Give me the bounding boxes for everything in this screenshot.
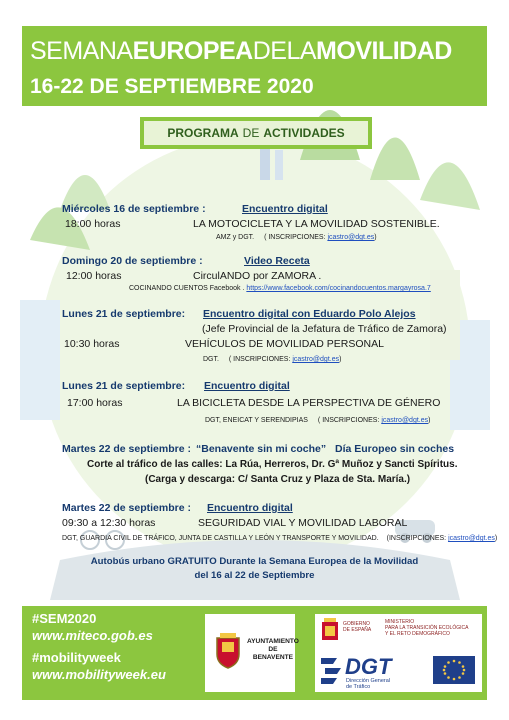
event-6-topic: SEGURIDAD VIAL Y MOVILIDAD LABORAL	[198, 517, 408, 529]
hashtag-sem2020: #SEM2020	[32, 611, 97, 626]
event-6-day: Martes 22 de septiembre :	[62, 502, 191, 514]
event-5-activity: “Benavente sin mi coche”	[196, 443, 327, 455]
dgt-arrows-icon	[319, 654, 343, 684]
event-4-day: Lunes 21 de septiembre:	[62, 380, 186, 392]
event-title: SEMANAEUROPEADELAMOVILIDAD	[30, 37, 452, 65]
free-bus-notice: Autobús urbano GRATUITO Durante la Semana Europea de la Movilidad	[90, 556, 419, 567]
event-3-activity: Encuentro digital con Eduardo Polo Alejos	[203, 308, 416, 320]
event-4-time: 17:00 horas	[67, 397, 123, 409]
eu-flag-icon	[433, 656, 475, 684]
event-6-org: DGT, GUARDIA CIVIL DE TRÁFICO, JUNTA DE CASTILLA Y LEÓN Y TRANSPORTE Y MOVILIDAD. (INSCRIPCIONES: jcastro@dgt.es)	[62, 535, 498, 542]
event-3-subtitle: (Jefe Provincial de la Jefatura de Tráfico de Zamora)	[202, 323, 447, 335]
event-6-activity: Encuentro digital	[207, 502, 293, 514]
event-1-activity: Encuentro digital	[242, 203, 328, 215]
event-5-day: Martes 22 de septiembre :	[62, 443, 191, 455]
event-3-day: Lunes 21 de septiembre:	[62, 308, 186, 320]
spain-crest-icon	[319, 618, 341, 644]
event-4-activity: Encuentro digital	[204, 380, 290, 392]
event-5-street-closures: Corte al tráfico de las calles: La Rúa, Herreros, Dr. Gª Muñoz y Sancti Spíritus.	[87, 459, 458, 470]
event-3-topic: VEHÍCULOS DE MOVILIDAD PERSONAL	[185, 338, 384, 350]
event-2-activity: Video Receta	[244, 255, 310, 267]
ministerio-text: MINISTERIO PARA LA TRANSICIÓN ECOLÓGICA Y EL RETO DEMOGRÁFICO	[385, 619, 469, 637]
miteco-url[interactable]: www.miteco.gob.es	[32, 628, 153, 643]
event-6-time: 09:30 a 12:30 horas	[62, 517, 156, 529]
event-3-time: 10:30 horas	[64, 338, 120, 350]
program-title: PROGRAMA DE ACTIVIDADES	[144, 121, 368, 145]
event-5-loading-zones: (Carga y descarga: C/ Santa Cruz y Plaza de Sta. María.)	[145, 474, 411, 485]
event-1-org: AMZ y DGT. ( INSCRIPCIONES: jcastro@dgt.es)	[216, 234, 377, 241]
event-1-topic: LA MOTOCICLETA Y LA MOVILIDAD SOSTENIBLE.	[193, 218, 440, 230]
event-1-day: Miércoles 16 de septiembre :	[62, 203, 206, 215]
coat-of-arms-icon	[213, 632, 243, 670]
event-4-email-link[interactable]: jcastro@dgt.es	[381, 417, 429, 424]
event-1-time: 18:00 horas	[65, 218, 121, 230]
dgt-logo-text: DGT	[345, 654, 392, 679]
hashtag-mobilityweek: #mobilityweek	[32, 650, 121, 665]
gobierno-text: GOBIERNO DE ESPAÑA	[343, 621, 372, 633]
event-2-topic: CirculANDO por ZAMORA .	[193, 270, 322, 282]
mobilityweek-url[interactable]: www.mobilityweek.eu	[32, 667, 166, 682]
government-logos	[315, 614, 482, 692]
dgt-subtitle: Dirección General de Tráfico	[346, 678, 391, 691]
free-bus-dates: del 16 al 22 de Septiembre	[194, 570, 315, 581]
event-2-facebook-link[interactable]: https://www.facebook.com/cocinandocuentos.margayrosa.7	[246, 285, 431, 292]
ayuntamiento-logo	[205, 614, 299, 692]
event-4-topic: LA BICICLETA DESDE LA PERSPECTIVA DE GÉNERO	[177, 397, 441, 409]
ayuntamiento-name: AYUNTAMIENTO DE BENAVENTE	[247, 638, 299, 661]
event-3-email-link[interactable]: jcastro@dgt.es	[292, 356, 340, 363]
event-1-email-link[interactable]: jcastro@dgt.es	[327, 234, 375, 241]
event-2-org: COCINANDO CUENTOS Facebook . https://www.facebook.com/cocinandocuentos.margayrosa.7	[129, 285, 431, 292]
event-2-time: 12:00 horas	[66, 270, 122, 282]
event-dates: 16-22 DE SEPTIEMBRE 2020	[30, 75, 314, 98]
footer-banner	[22, 606, 487, 700]
event-2-day: Domingo 20 de septiembre :	[62, 255, 203, 267]
event-3-org: DGT. ( INSCRIPCIONES: jcastro@dgt.es)	[203, 356, 342, 363]
event-5-extra: Día Europeo sin coches	[335, 443, 455, 455]
event-6-email-link[interactable]: jcastro@dgt.es	[448, 535, 495, 542]
event-4-org: DGT, ENEICAT Y SERENDIPIAS ( INSCRIPCIONES: jcastro@dgt.es)	[205, 417, 431, 424]
